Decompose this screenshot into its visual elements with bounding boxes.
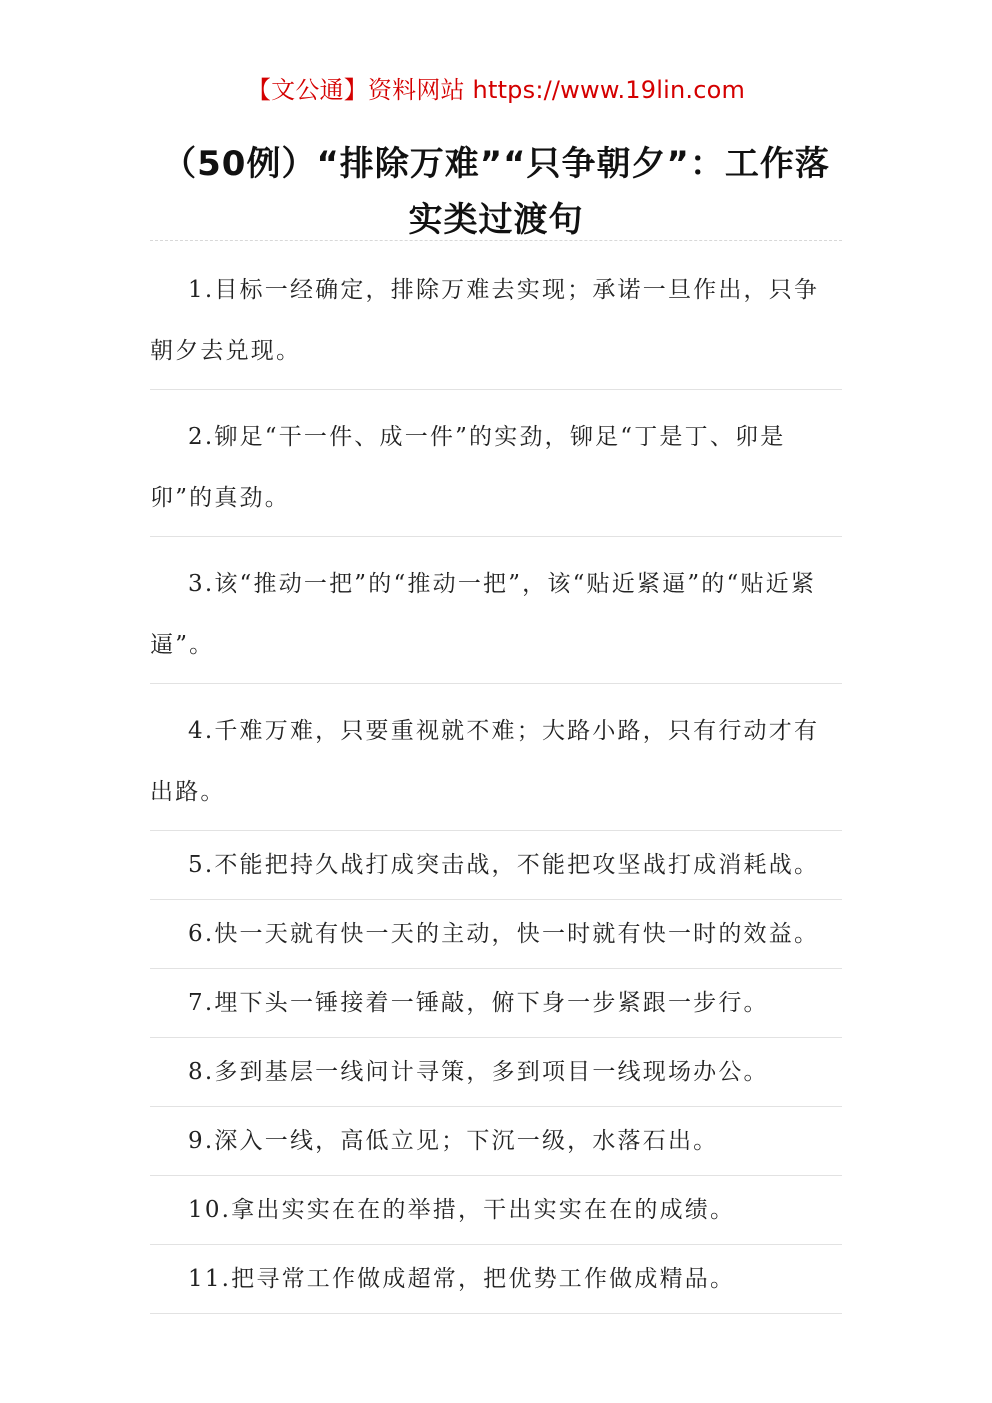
list-item: 3.该“推动一把”的“推动一把”，该“贴近紧逼”的“贴近紧逼”。 xyxy=(150,537,842,684)
list-item: 9.深入一线，高低立见；下沉一级，水落石出。 xyxy=(150,1107,842,1176)
list-item: 2.铆足“干一件、成一件”的实劲，铆足“丁是丁、卯是卯”的真劲。 xyxy=(150,390,842,537)
list-item: 4.千难万难，只要重视就不难；大路小路，只有行动才有出路。 xyxy=(150,684,842,831)
list-item: 10.拿出实实在在的举措，干出实实在在的成绩。 xyxy=(150,1176,842,1245)
sentence-list xyxy=(150,243,842,1314)
list-item: 11.把寻常工作做成超常，把优势工作做成精品。 xyxy=(150,1245,842,1314)
list-item: 7.埋下头一锤接着一锤敲，俯下身一步紧跟一步行。 xyxy=(150,969,842,1038)
list-item: 8.多到基层一线问计寻策，多到项目一线现场办公。 xyxy=(150,1038,842,1107)
page-title: （50例）“排除万难”“只争朝夕”：工作落实类过渡句 xyxy=(162,144,830,240)
site-header-link[interactable]: 【文公通】资料网站 https://www.19lin.com xyxy=(246,76,746,104)
list-item: 6.快一天就有快一天的主动，快一时就有快一时的效益。 xyxy=(150,900,842,969)
list-item: 5.不能把持久战打成突击战，不能把攻坚战打成消耗战。 xyxy=(150,831,842,900)
title-divider xyxy=(150,240,842,241)
list-item: 1.目标一经确定，排除万难去实现；承诺一旦作出，只争朝夕去兑现。 xyxy=(150,243,842,390)
